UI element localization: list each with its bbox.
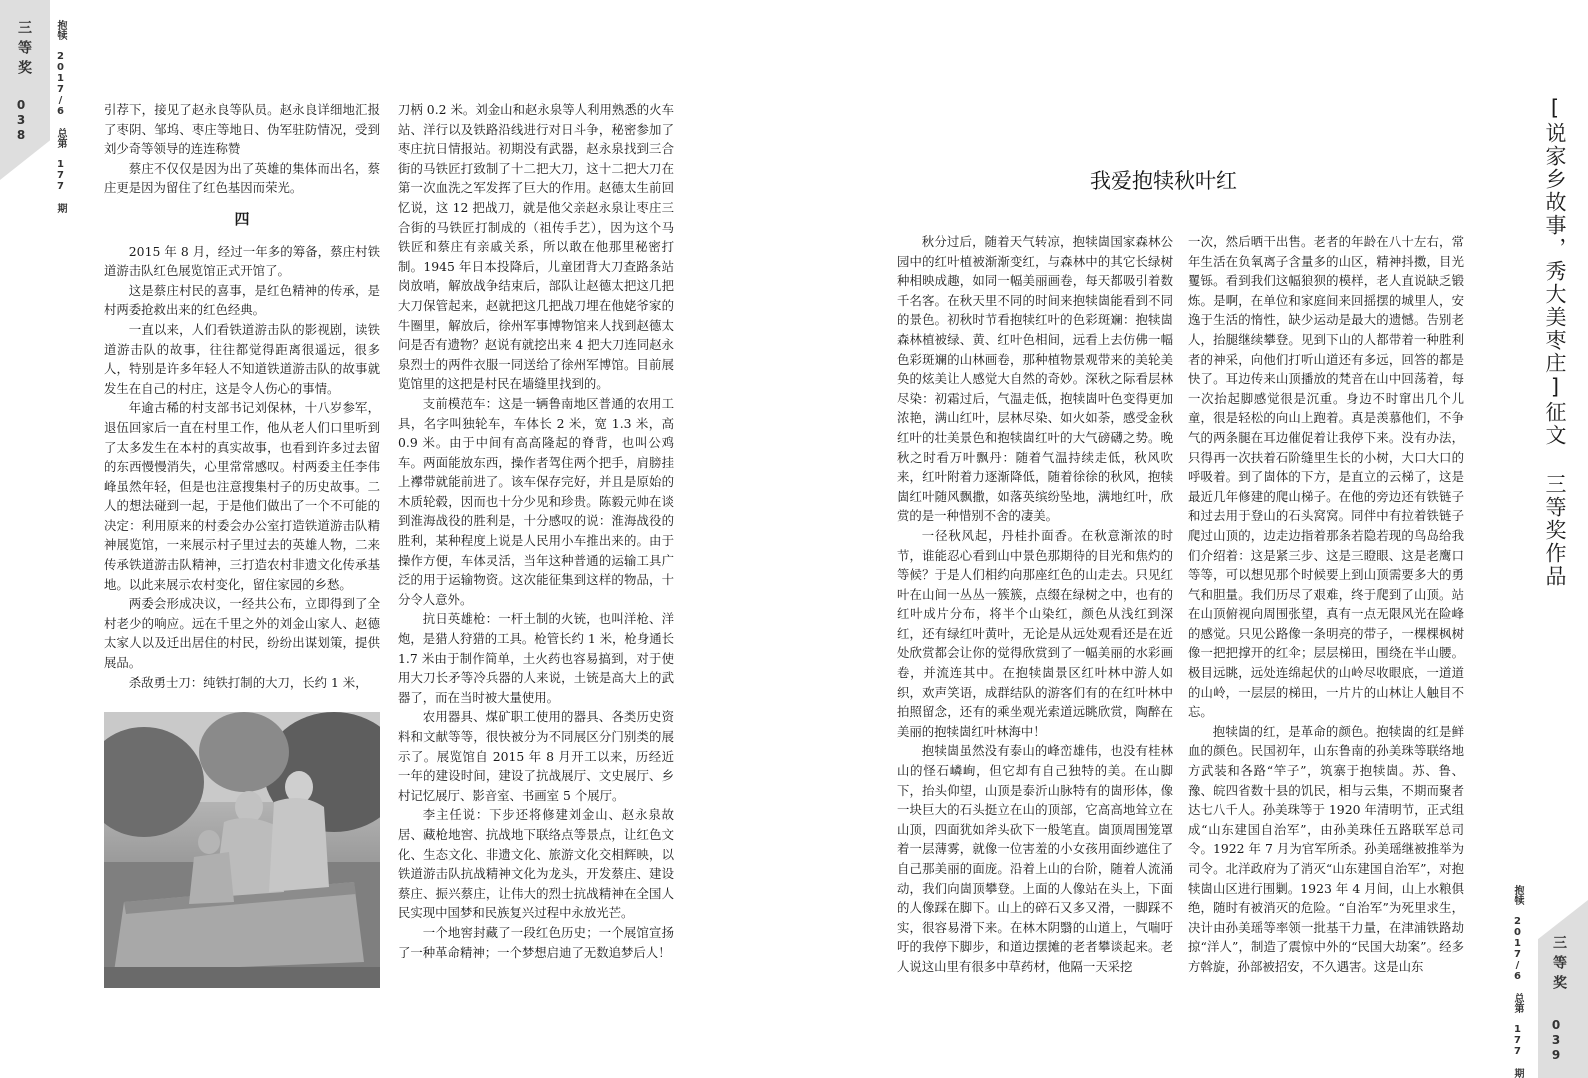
paragraph: 蔡庄不仅仅是因为出了英雄的集体而出名，蔡庄更是因为留住了红色基因而荣光。 <box>104 160 380 196</box>
paragraph: 刀柄 0.2 米。刘金山和赵永泉等人利用熟悉的火车站、洋行以及铁路沿线进行对日斗争，秘密参加了枣庄抗日情报站。初期没有武器，赵永泉找到三合街的马铁匠打致制了十二把大刀，这十二把大刀在第一次血洗之军发挥了巨大的作用。赵德太生前回忆说，这 12 把战刀，就是他父亲赵永泉让枣庄三合街的马铁匠打制成的（祖传手艺），因为这个马铁匠和蔡庄有亲戚关系，所以敢在他那里秘密打制。1945 年日本投降后，儿童团背大刀查路条站岗放哨，解放战争结束后，部队让赵德太把这几把大刀保管起来，赵就把这几把战刀埋在他姥爷家的牛圈里，解放后，徐州军事博物馆来人找到赵德太问是否有遗物？赵说有就挖出来 4 把大刀连同赵永泉烈士的两件衣服一同送给了徐州军博馆。目前展览馆里的这把是村民在墙缝里找到的。 <box>398 102 674 392</box>
paragraph: 抱犊崮的红，是革命的颜色。抱犊崮的红是鲜血的颜色。民国初年，山东鲁南的孙美珠等联络地方武装和各路“竿子”，筑寨于抱犊崮。苏、鲁、豫、皖四省数十县的饥民，相与云集，不期而聚者达七八千人。孙美珠等于 1920 年清明节，正式组成“山东建国自治军”，由孙美珠任五路联军总司令。1922 年 7 月为官军所杀。孙美瑶继被推举为司令。北洋政府为了消灭“山东建国自治军”，对抱犊崮山区进行围剿。1923 年 4 月间，山上水粮俱绝，随时有被消灭的危险。“自治军”为死里求生，决计由孙美瑶等率领一批基干力量，在津浦铁路劫掠“洋人”，制造了震惊中外的“民国大劫案”。经多方斡旋，孙部被招安，不久遇害。这是山东 <box>1188 723 1464 974</box>
left-page-column-2 <box>398 100 674 962</box>
right-issue-label: 抱犊 2017/6 总第 177 期 <box>1512 885 1523 1078</box>
left-tab-label: 三等奖 <box>16 20 32 80</box>
right-tab-label: 三等奖 <box>1551 935 1567 995</box>
right-tab-page-number: 039 <box>1549 1018 1563 1063</box>
monument-photo-illustration <box>104 712 380 988</box>
paragraph: 一径秋风起，丹桂扑面香。在秋意渐浓的时节，谁能忍心看到山中景色那期待的目光和焦灼的等候？于是人们相约向那座红色的山走去。只见红叶在山间一丛丛一簇簇，点缀在绿树之中，也有的红叶成片分布，将半个山染红，颜色从浅红到深红，还有绿红叶黄叶，无论是从远处观看还是在近处欣赏都会让你的觉得欣赏到了一幅美丽的水彩画卷，并流连其中。在抱犊崮景区红叶林中游人如织，欢声笑语，成群结队的游客们有的在红叶林中拍照留念，还有的乘坐观光索道远眺欣赏，陶醉在美丽的抱犊崮红叶林海中！ <box>897 527 1173 739</box>
left-issue-label: 抱犊 2017/6 总第 177 期 <box>55 20 66 213</box>
paragraph: 农用器具、煤矿职工使用的器具、各类历史资料和文献等等，很快被分为不同展区分门别类的展示了。展览馆自 2015 年 8 月开工以来，历经近一年的建设时间，建设了抗战展厅、文史展厅、乡村记忆展厅、影音室、书画室 5 个展厅。 <box>398 709 674 803</box>
left-tab-page-number: 038 <box>14 98 28 143</box>
paragraph: 抗日英雄枪：一杆土制的火铳，也叫洋枪、洋炮，是猎人狩猎的工具。枪管长约 1 米，枪身通长 1.7 米由于制作简单，土火药也容易搞到，对于使用大刀长矛等冷兵器的人来说，土铳是高大上的武器了，而在当时被大量使用。 <box>398 611 674 705</box>
paragraph: 李主任说：下步还将修建刘金山、赵永泉故居、藏枪地窖、抗战地下联络点等景点，让红色文化、生态文化、非遗文化、旅游文化交相辉映，以铁道游击队抗战精神文化为龙头，开发蔡庄、建设蔡庄、振兴蔡庄，让伟大的烈士抗战精神在全国人民实现中国梦和民族复兴过程中永放光芒。 <box>398 807 674 921</box>
left-page-column-1 <box>104 100 380 692</box>
paragraph: 一直以来，人们看铁道游击队的影视剧，读铁道游击队的故事，往往都觉得距离很遥远，很多人，特别是许多年轻人不知道铁道游击队的故事就发生在自己的村庄，这是令人伤心的事情。 <box>104 321 380 396</box>
paragraph: 两委会形成决议，一经共公布，立即得到了全村老少的响应。远在千里之外的刘金山家人、赵德太家人以及迁出居住的村民，纷纷出谋划策，提供展品。 <box>104 596 380 671</box>
paragraph: 一次，然后晒干出售。老者的年龄在八十左右，常年生活在负氧离子含量多的山区，精神抖擞，目光矍铄。看到我们这幅狼狈的模样，老人直说缺乏锻炼。是啊，在单位和家庭间来回摇摆的城里人，安逸于生活的惰性，缺少运动是最大的遗憾。告别老人，抬腿继续攀登。见到下山的人都带着一种胜利者的神采，向他们打听山道还有多远，回答的都是快了。耳边传来山顶播放的梵音在山中回荡着，每一次抬起脚感觉很是沉重。身边不时窜出几个儿童，很是轻松的向山上跑着。真是羡慕他们，不争气的两条腿在耳边催促着让我停下来。没有办法，只得再一次扶着石阶缝里生长的小树，大口大口的呼吸着。到了崮体的下方，是直立的云梯了，这是最近几年修建的爬山梯子。在他的旁边还有铁链子和过去用于登山的石头窝窝。同伴中有拉着铁链子爬过山顶的，边走边指着那条若隐若现的鸟岛给我们介绍着：这是紧三步、这是三瞪眼、这是老鹰口等等，可以想见那个时候要上到山顶需要多大的勇气和胆量。我们历尽了艰难，终于爬到了山顶。站在山顶俯视向周围张望，真有一点无限风光在险峰的感觉。只见公路像一条明亮的带子，一棵棵枫树像一把把撑开的红伞；层层梯田，围绕在半山腰。极目远眺，远处连绵起伏的山岭尽收眼底，一道道的山岭，一层层的梯田，一片片的山林让人触目不忘。 <box>1188 234 1464 720</box>
paragraph: 一个地窖封藏了一段红色历史；一个展馆宣扬了一种革命精神；一个梦想启迪了无数追梦后人！ <box>398 924 674 960</box>
paragraph: 引荐下，接见了赵永良等队员。赵永良详细地汇报了枣阴、邹坞、枣庄等地日、伪军驻防情况，受到刘少奇等领导的连连称赞 <box>104 102 380 157</box>
paragraph: 这是蔡庄村民的喜事，是红色精神的传承，是村两委抢救出来的红色经典。 <box>104 282 380 318</box>
paragraph: 支前模范车：这是一辆鲁南地区普通的农用工具，名字叫独轮车，车体长 2 米，宽 1.3 米，高 0.9 米。由于中间有高高隆起的脊背，也叫公鸡车。两面能放东西，操作者驾住两个把手，肩膀挂上襻带就能前进了。该车保存完好，并且是原始的木质轮毂，因而也十分少见和珍贵。陈毅元帅在谈到淮海战役的胜利是，十分感叹的说：淮海战役的胜利，某种程度上说是人民用小车推出来的。由于操作方便，车体灵活，当年这种普通的运输工具广泛的用于运输物资。这次能征集到这样的物品，十分令人意外。 <box>398 395 674 607</box>
article-title: 我爱抱犊秋叶红 <box>1090 169 1237 193</box>
paragraph: 抱犊崮虽然没有泰山的峰峦雄伟，也没有桂林山的怪石嶙峋，但它却有自己独特的美。在山脚下，抬头仰望，山顶是泰沂山脉特有的崮形体，像一块巨大的石头挺立在山的顶部，它高高地耸立在山顶，四面犹如斧头砍下一般笔直。崮顶周围笼罩着一层薄雾，就像一位害羞的小女孩用面纱遮住了自己那美丽的面庞。沿着上山的台阶，随着人流涌动，我们向崮顶攀登。上面的人像站在头上，下面的人像踩在脚下。山上的碎石又多又滑，一脚踩不实，很容易滑下来。在林木阴翳的山道上，气喘吁吁的我停下脚步，和道边摆摊的老者攀谈起来。老人说这山里有很多中草药材，他隔一天采挖 <box>897 743 1173 974</box>
right-page-column-1 <box>897 232 1173 977</box>
paragraph: 2015 年 8 月，经过一年多的筹备，蔡庄村铁道游击队红色展览馆正式开馆了。 <box>104 243 380 279</box>
monument-photo <box>104 712 380 988</box>
section-heading: 四 <box>234 209 250 228</box>
paragraph: 杀敌勇士刀：纯铁打制的大刀，长约 1 米， <box>128 674 368 690</box>
contest-banner: [说家乡故事，秀大美枣庄]征文 三等奖作品 <box>1543 96 1567 588</box>
right-page-column-2 <box>1188 232 1464 977</box>
paragraph: 年逾古稀的村支部书记刘保林，十八岁参军，退伍回家后一直在村里工作，他从老人们口里听到了太多发生在本村的真实故事，也看到许多过去留的东西慢慢消失，心里常常感叹。村两委主任李伟峰虽然年轻，但是也注意搜集村子的历史故事。二人的想法碰到一起，于是他们做出了一个不可能的决定：利用原来的村委会办公室打造铁道游击队精神展览馆，一来展示村子里过去的英雄人物，二来传承铁道游击队精神，三打造农村非遗文化传承基地。以此来展示农村变化，留住家园的乡愁。 <box>104 400 380 592</box>
paragraph: 秋分过后，随着天气转凉，抱犊崮国家森林公园中的红叶植被渐渐变红，与森林中的其它长绿树种相映成趣，如同一幅美丽画卷，每天都吸引着数千名客。在秋天里不同的时间来抱犊崮能看到不同的景色。初秋时节看抱犊红叶的色彩斑斓：抱犊崮森林植被绿、黄、红叶色相间，远看上去仿佛一幅色彩斑斓的山林画卷，那种植物景观带来的美轮美奂的炫美让人感觉大自然的奇妙。深秋之际看层林尽染：初霜过后，气温走低，抱犊崮叶色变得更加浓艳，满山红叶，层林尽染、如火如荼，感受金秋红叶的壮美景色和抱犊崮红叶的大气磅礴之势。晚秋之时看万叶飘丹：随着气温持续走低，秋风吹来，红叶附着力逐渐降低，随着徐徐的秋风，抱犊崮红叶随风飘撒，如落英缤纷坠地，满地红叶，欣赏的是一种惜别不舍的凄美。 <box>897 234 1173 524</box>
